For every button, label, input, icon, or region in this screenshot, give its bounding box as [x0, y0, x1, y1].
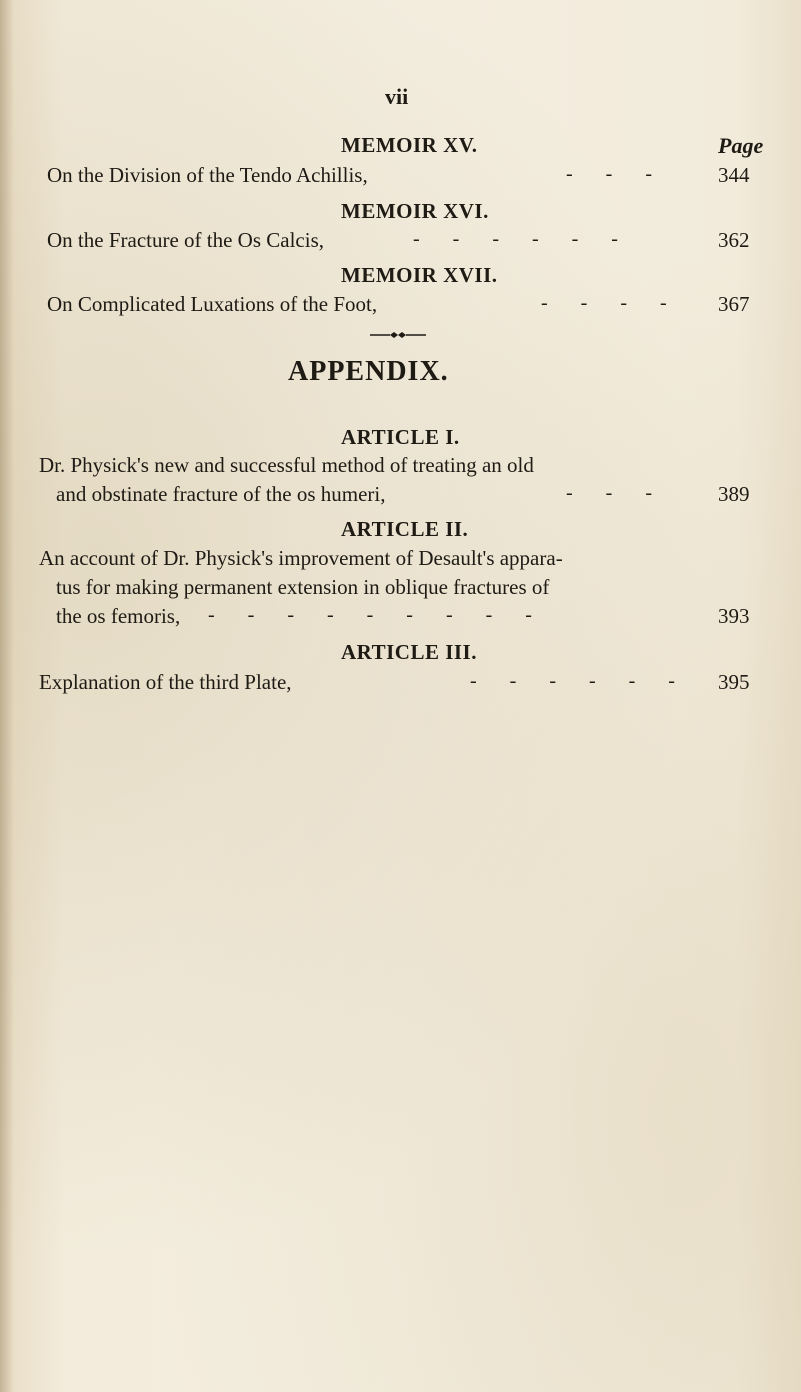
article-heading: ARTICLE II.	[341, 517, 469, 541]
toc-entry-line: Dr. Physick's new and successful method of treating an old	[39, 453, 534, 477]
toc-entry-line: and obstinate fracture of the os humeri,	[56, 482, 386, 506]
page-gutter-shadow	[0, 0, 14, 1392]
toc-page-number: 393	[718, 604, 750, 628]
appendix-title: APPENDIX.	[288, 356, 449, 387]
toc-leader-dots: - - -	[566, 482, 666, 504]
toc-page-number: 389	[718, 482, 750, 506]
article-heading: ARTICLE III.	[341, 640, 477, 664]
toc-entry-line: tus for making permanent extension in oblique fractures of	[56, 575, 550, 599]
toc-leader-dots: - - - -	[541, 292, 681, 314]
memoir-heading: MEMOIR XVI.	[341, 199, 489, 223]
toc-entry-title: On Complicated Luxations of the Foot,	[47, 292, 378, 316]
toc-leader-dots: - - - - - - - - -	[208, 604, 546, 626]
toc-page-number: 367	[718, 292, 750, 316]
toc-entry-line: An account of Dr. Physick's improvement of Desault's appara-	[39, 546, 563, 570]
section-ornament	[368, 330, 428, 340]
toc-page-number: 362	[718, 228, 750, 252]
toc-leader-dots: - - - - - -	[470, 670, 689, 692]
page-folio: vii	[385, 84, 409, 109]
memoir-heading: MEMOIR XV.	[341, 133, 478, 157]
toc-entry-line: the os femoris,	[56, 604, 181, 628]
toc-entry-title: On the Fracture of the Os Calcis,	[47, 228, 325, 252]
toc-leader-dots: - - - - - -	[413, 228, 632, 250]
toc-entry-title: Explanation of the third Plate,	[39, 670, 292, 694]
toc-entry-title: On the Division of the Tendo Achillis,	[47, 163, 368, 187]
toc-leader-dots: - - -	[566, 163, 666, 185]
page-column-label: Page	[718, 133, 764, 158]
toc-page-number: 395	[718, 670, 750, 694]
article-heading: ARTICLE I.	[341, 425, 460, 449]
memoir-heading: MEMOIR XVII.	[341, 263, 498, 287]
toc-page-number: 344	[718, 163, 750, 187]
